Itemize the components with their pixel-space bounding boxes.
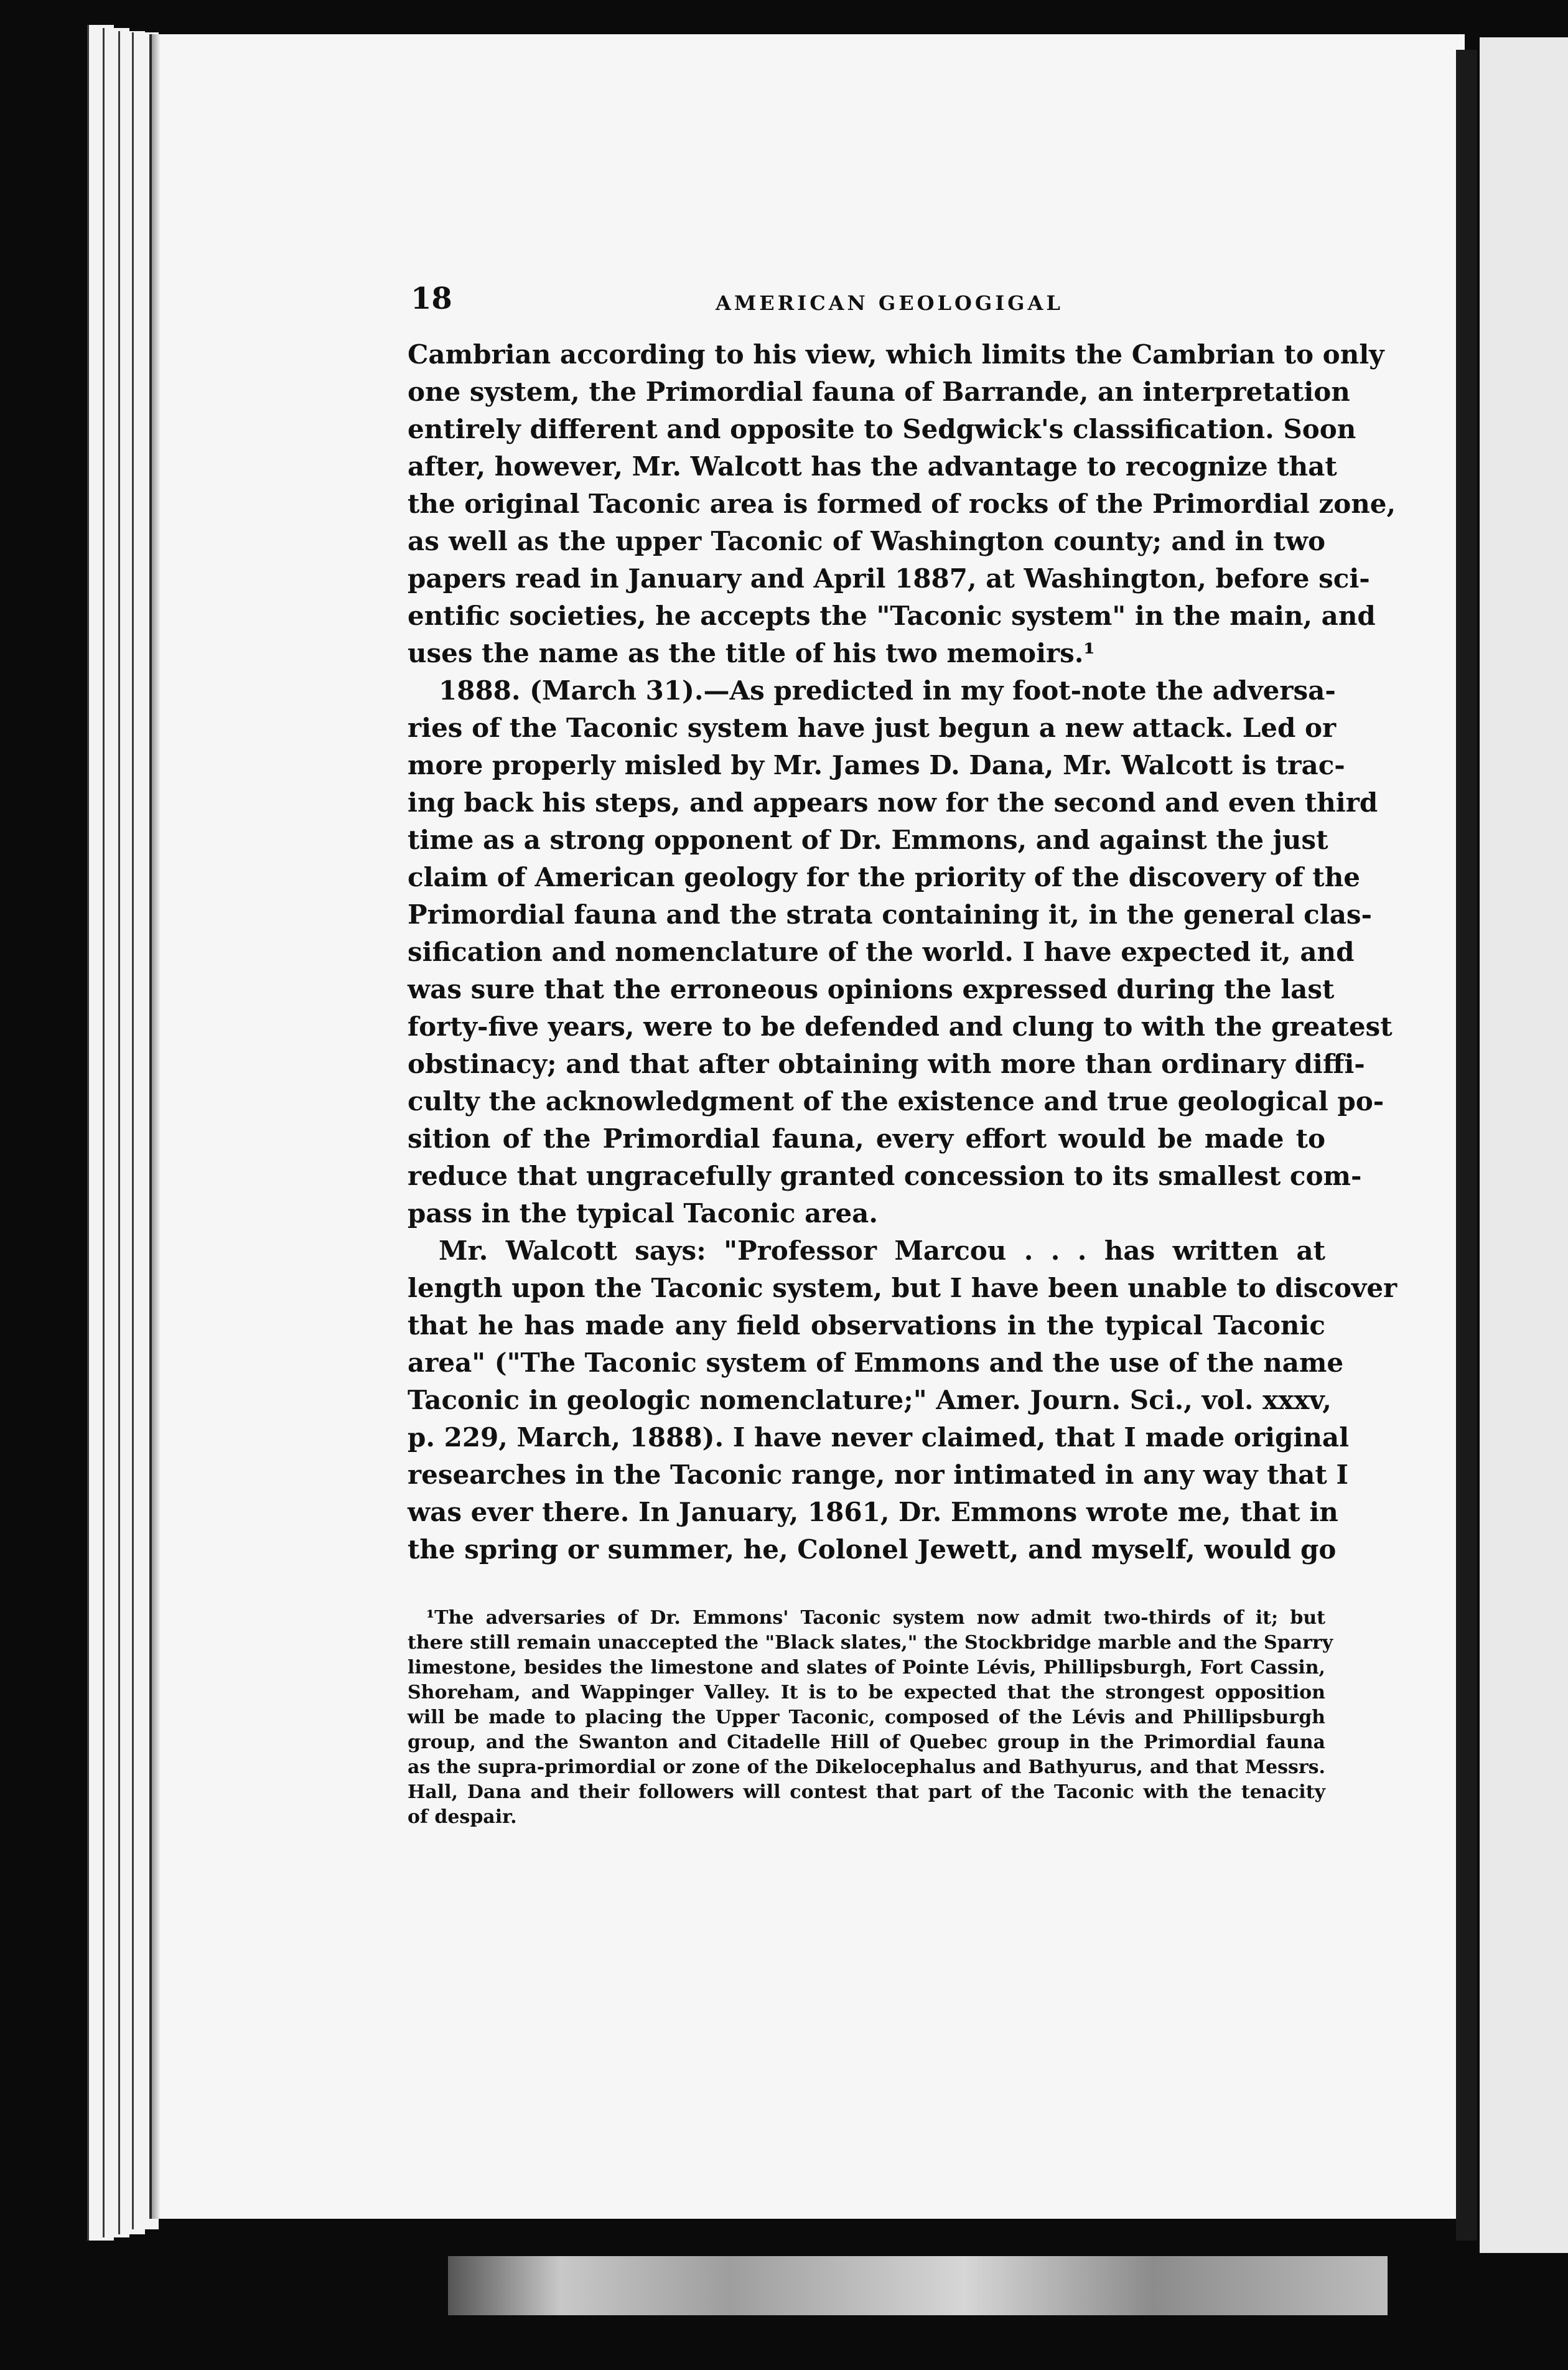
body-line: 1888. (March 31).—As predicted in my foot-note the adversa-: [439, 675, 1336, 706]
gutter-shadow: [152, 34, 161, 2219]
page-text: [408, 280, 1398, 1830]
body-line: uses the name as the title of his two memoirs.¹: [408, 638, 1095, 668]
footnote-line: as the supra-primordial or zone of the Dikelocephalus and Bathyurus, and that Messrs.: [408, 1756, 1325, 1778]
binding-shadow: [1456, 50, 1477, 2241]
footnote-line: group, and the Swanton and Citadelle Hill of Quebec group in the Primordial fauna: [408, 1731, 1325, 1753]
body-line: one system, the Primordial fauna of Barrande, an interpretation: [408, 377, 1350, 407]
body-line: Mr. Walcott says: "Professor Marcou . . . has written at: [439, 1235, 1325, 1266]
body-line: ries of the Taconic system have just begun a new attack. Led or: [408, 713, 1337, 743]
footnote-line: ¹The adversaries of Dr. Emmons' Taconic system now admit two-thirds of it; but: [426, 1607, 1325, 1629]
body-line: after, however, Mr. Walcott has the advantage to recognize that: [408, 451, 1337, 482]
footnote-line: there still remain unaccepted the "Black slates," the Stockbridge marble and the Sparry: [408, 1632, 1333, 1654]
body-line: entirely different and opposite to Sedgwick's classification. Soon: [408, 414, 1356, 444]
footnote-line: will be made to placing the Upper Taconic, composed of the Lévis and Phillipsburgh: [408, 1707, 1325, 1728]
footnote-line: Shoreham, and Wappinger Valley. It is to be expected that the strongest opposition: [408, 1682, 1325, 1703]
body-line: culty the acknowledgment of the existence and true geological po-: [408, 1086, 1384, 1117]
page-number: 18: [411, 281, 452, 316]
body-line: claim of American geology for the priority of the discovery of the: [408, 862, 1360, 892]
body-line: was sure that the erroneous opinions expressed during the last: [408, 974, 1335, 1005]
body-line: as well as the upper Taconic of Washington county; and in two: [408, 526, 1325, 556]
body-line: ing back his steps, and appears now for the second and even third: [408, 787, 1378, 818]
body-line: Primordial fauna and the strata containing it, in the general clas-: [408, 899, 1372, 930]
body-line: Cambrian according to his view, which limits the Cambrian to only: [408, 339, 1384, 370]
body-line: obstinacy; and that after obtaining with more than ordinary diffi-: [408, 1049, 1365, 1079]
body-line: entific societies, he accepts the "Taconic system" in the main, and: [408, 601, 1376, 631]
body-line: time as a strong opponent of Dr. Emmons, and against the just: [408, 825, 1328, 855]
footnote-separator: [408, 1568, 1325, 1606]
footnote-line: of despair.: [408, 1806, 517, 1828]
body-line: sition of the Primordial fauna, every effort would be made to: [408, 1123, 1325, 1154]
footnote-line: Hall, Dana and their followers will contest that part of the Taconic with the tenacity: [408, 1781, 1325, 1803]
body-line: sification and nomenclature of the world. I have expected it, and: [408, 937, 1355, 967]
body-line: more properly misled by Mr. James D. Dana, Mr. Walcott is trac-: [408, 750, 1345, 780]
body-line: reduce that ungracefully granted concession to its smallest com-: [408, 1161, 1362, 1191]
running-head: AMERICAN GEOLOGIGAL: [716, 291, 1063, 315]
body-line: the spring or summer, he, Colonel Jewett, and myself, would go: [408, 1534, 1337, 1565]
body-line: pass in the typical Taconic area.: [408, 1198, 878, 1229]
body-text: [408, 336, 1398, 1568]
body-line: the original Taconic area is formed of rocks of the Primordial zone,: [408, 489, 1396, 519]
footnote-line: limestone, besides the limestone and slates of Pointe Lévis, Phillipsburgh, Fort Cassin,: [408, 1657, 1325, 1679]
body-line: that he has made any field observations in the typical Taconic: [408, 1310, 1325, 1341]
body-line: was ever there. In January, 1861, Dr. Emmons wrote me, that in: [408, 1497, 1338, 1527]
body-line: researches in the Taconic range, nor intimated in any way that I: [408, 1459, 1348, 1490]
body-line: p. 229, March, 1888). I have never claimed, that I made original: [408, 1422, 1350, 1453]
footnote: [408, 1606, 1333, 1830]
body-line: papers read in January and April 1887, at Washington, before sci-: [408, 563, 1370, 594]
page-bottom-edge: [448, 2256, 1388, 2315]
body-line: length upon the Taconic system, but I have been unable to discover: [408, 1273, 1398, 1303]
adjacent-page-edge: [1480, 37, 1568, 2253]
page-header: [408, 280, 1325, 336]
body-line: area" ("The Taconic system of Emmons and the use of the name: [408, 1347, 1344, 1378]
body-line: forty-five years, were to be defended and clung to with the greatest: [408, 1011, 1393, 1042]
body-line: Taconic in geologic nomenclature;" Amer. Journ. Sci., vol. xxxv,: [408, 1385, 1332, 1415]
